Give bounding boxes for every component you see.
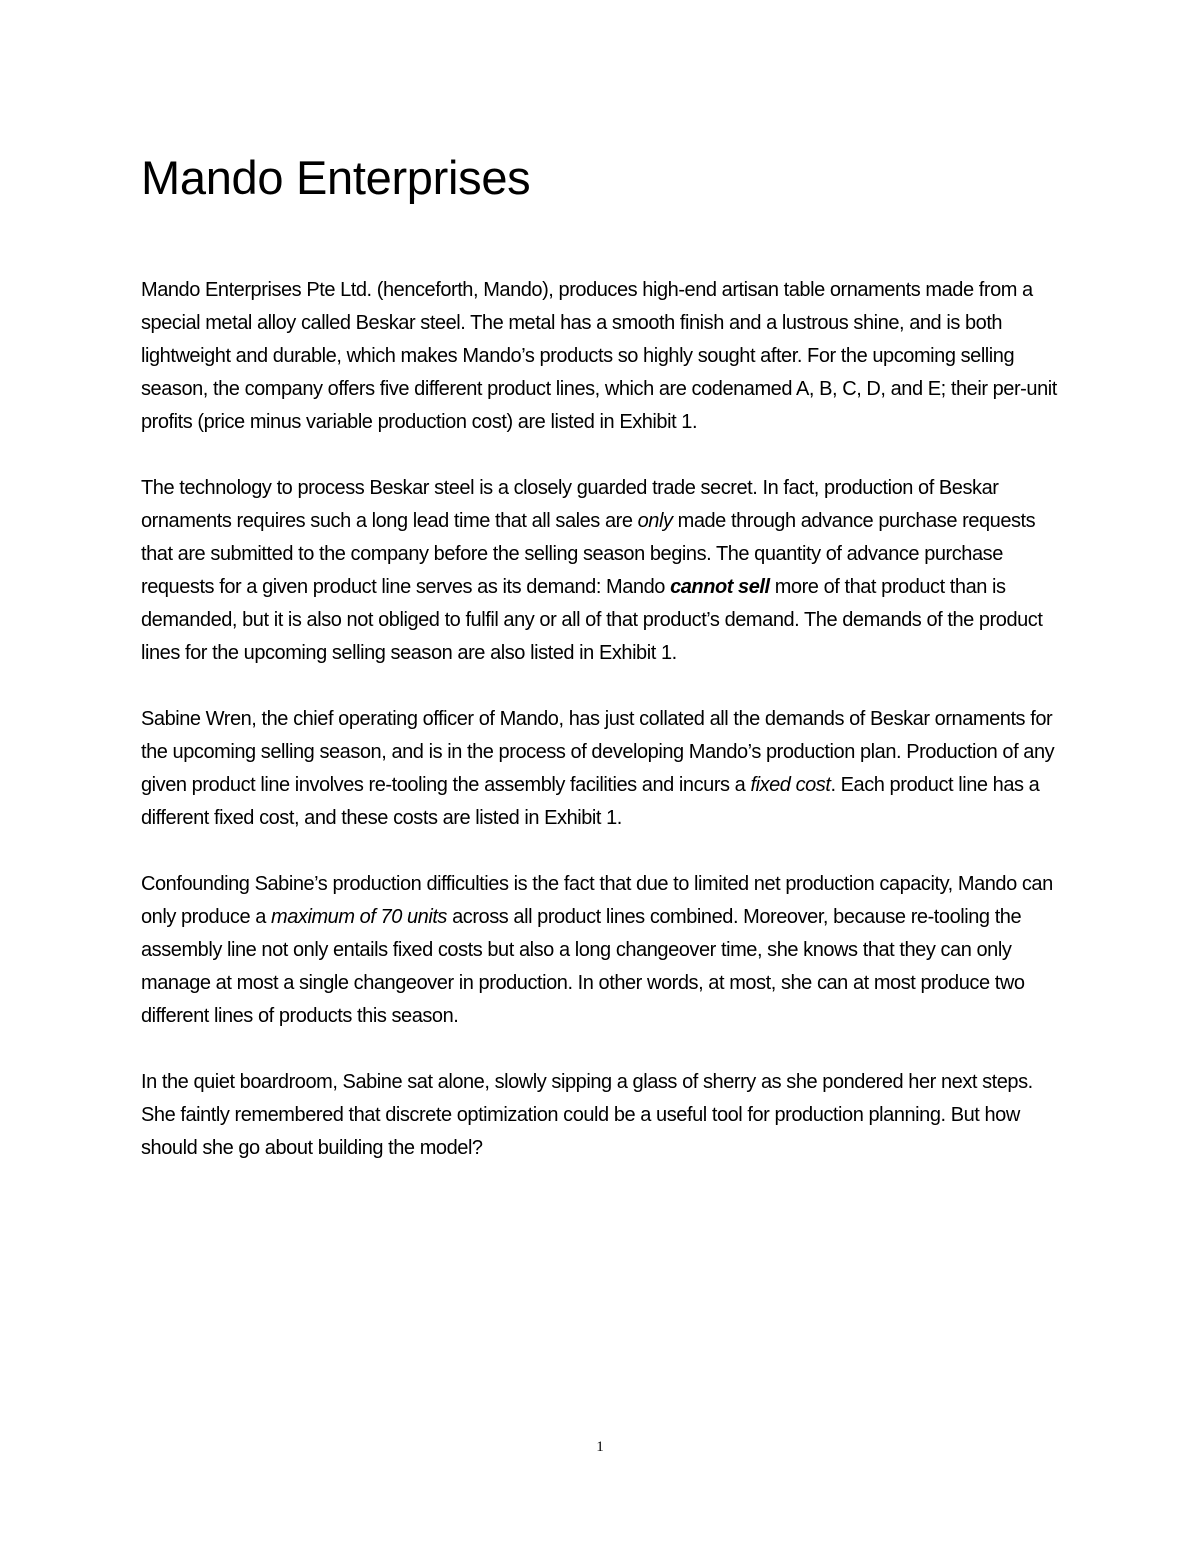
text-run: . Each product line has a different fixed cost, and these costs are listed in Exhibit 1. (141, 774, 1040, 829)
paragraph-capacity (141, 868, 1059, 1033)
text-run: In the quiet boardroom, Sabine sat alone, slowly sipping a glass of sherry as she pondered her next steps. She faintly remembered that discrete optimization could be a useful tool for production planning. But how should she go about building the model? (141, 1071, 1033, 1159)
text-run: Sabine Wren, the chief operating officer of Mando, has just collated all the demands of Beskar ornaments for the upcoming selling season, and is in the process of developing Mando’s production plan. Production of any given product line involves re-tooling the assembly facilities and incurs a (141, 708, 1055, 796)
page-number: 1 (596, 1439, 604, 1455)
paragraph-intro (141, 274, 1059, 439)
emphasis-fixed-cost: fixed cost (750, 774, 831, 796)
document-body (141, 274, 1059, 1198)
paragraph-technology (141, 472, 1059, 670)
text-run: made through advance purchase requests that are submitted to the company before the selling season begins. The quantity of advance purchase requests for a given product line serves as its demand: Mando (141, 510, 1036, 598)
text-run: across all product lines combined. Moreover, because re-tooling the assembly line not only entails fixed costs but also a long changeover time, she knows that they can only manage at most a single changeover in production. In other words, at most, she can at most produce two different lines of products this season. (141, 906, 1025, 1027)
paragraph-sabine (141, 703, 1059, 835)
text-run: Confounding Sabine’s production difficulties is the fact that due to limited net production capacity, Mando can only produce a (141, 873, 1053, 928)
emphasis-cannot-sell: cannot sell (670, 576, 770, 598)
emphasis-maximum-units: maximum of 70 units (271, 906, 447, 928)
text-run: Mando Enterprises Pte Ltd. (henceforth, Mando), produces high-end artisan table ornaments made from a special metal alloy called Beskar steel. The metal has a smooth finish and a lustrous shine, and is both lightweight and durable, which makes Mando’s products so highly sought after. For the upcoming selling season, the company offers five different product lines, which are codenamed A, B, C, D, and E; their per-unit profits (price minus variable production cost) are listed in Exhibit 1. (141, 279, 1057, 433)
paragraph-boardroom (141, 1066, 1059, 1165)
text-run: The technology to process Beskar steel is a closely guarded trade secret. In fact, production of Beskar ornaments requires such a long lead time that all sales are (141, 477, 999, 532)
document-title: Mando Enterprises (141, 151, 531, 204)
emphasis-only: only (637, 510, 673, 532)
text-run: more of that product than is demanded, but it is also not obliged to fulfil any or all of that product’s demand. The demands of the product lines for the upcoming selling season are also listed in Exhibit 1. (141, 576, 1043, 664)
